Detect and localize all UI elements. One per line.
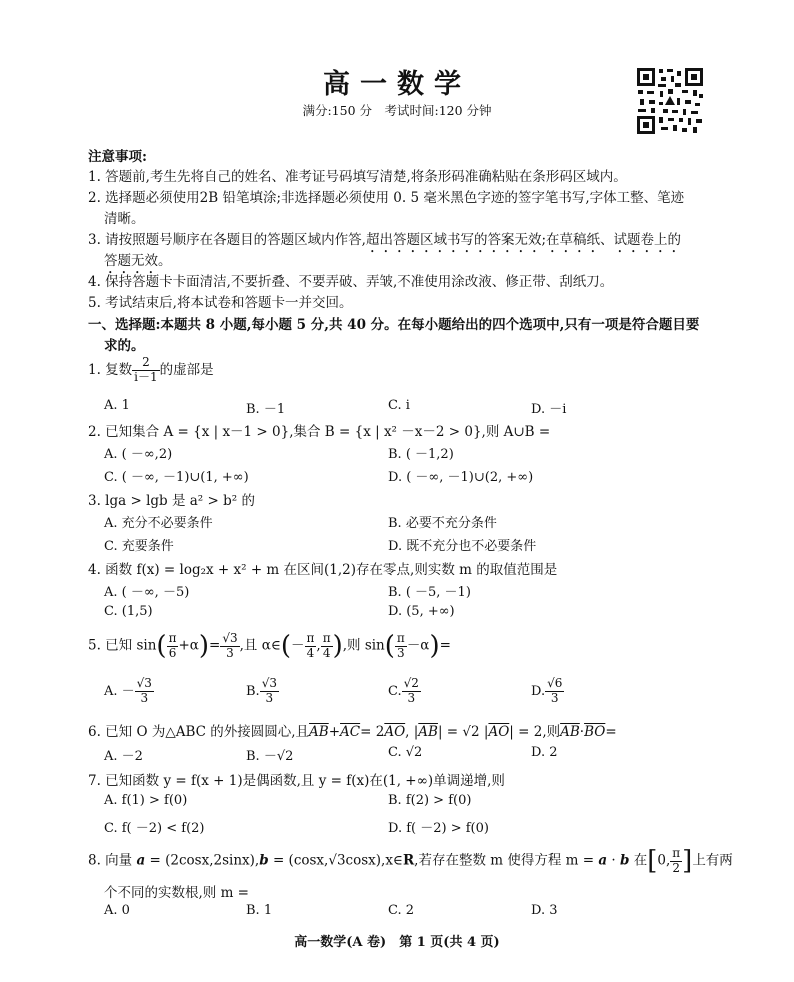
- q1-option-b[interactable]: B. －1: [246, 402, 286, 417]
- q8-option-c[interactable]: C. 2: [388, 903, 415, 918]
- q1-option-a[interactable]: A. 1: [104, 398, 130, 413]
- question-4-stem: 4. 函数 f(x) = log₂x + x² + m 在区间(1,2)存在零点,则实数 m 的取值范围是: [88, 562, 558, 578]
- page-title: 高一数学: [323, 69, 471, 100]
- q5-option-a[interactable]: A. － $\frac{√3}{3}$: [104, 676, 152, 705]
- q4-option-c[interactable]: C. (1,5): [104, 604, 153, 619]
- q2-option-c[interactable]: C. ( －∞, －1)∪(1, +∞): [104, 470, 249, 485]
- question-1-stem: 1. 复数 $\frac{2}{i-1}$ 的虚部是: [88, 355, 214, 384]
- note-5: 5. 考试结束后,将本试卷和答题卡一并交回。: [88, 295, 353, 311]
- note-2: 2. 选择题必须使用2B 铅笔填涂;非选择题必须使用 0. 5 毫米黑色字迹的签字笔书写,字体工整、笔迹: [88, 190, 685, 206]
- exam-info: 满分:150 分 考试时间:120 分钟: [302, 103, 492, 118]
- q6-option-c[interactable]: C. √2: [388, 745, 423, 760]
- note-1: 1. 答题前,考生先将自己的姓名、准考证号码填写清楚,将条形码准确粘贴在条形码区域内。: [88, 169, 627, 185]
- q8-option-d[interactable]: D. 3: [531, 903, 558, 918]
- q3-option-c[interactable]: C. 充要条件: [104, 539, 174, 554]
- section-1-heading: 一、选择题:本题共 8 小题,每小题 5 分,共 40 分。在每小题给出的四个选项中,只有一项是符合题目要: [88, 317, 700, 333]
- q7-option-b[interactable]: B. f(2) > f(0): [388, 793, 472, 808]
- q6-option-b[interactable]: B. －√2: [246, 749, 294, 764]
- note-4: 4. 保持答题卡卡面清洁,不要折叠、不要弄破、弄皱,不准使用涂改液、修正带、刮纸刀。: [88, 274, 614, 290]
- q3-option-a[interactable]: A. 充分不必要条件: [104, 516, 213, 531]
- note-2-cont: 清晰。: [104, 211, 145, 227]
- q5-option-d[interactable]: D. $\frac{√6}{3}$: [531, 676, 563, 705]
- q6-option-d[interactable]: D. 2: [531, 745, 558, 760]
- q5-option-b[interactable]: B. $\frac{√3}{3}$: [246, 676, 277, 705]
- note-3: 3. 请按照题号顺序在各题目的答题区域内作答,超出答题区域书写的答案无效;在草稿纸、试题卷上的: [88, 232, 682, 248]
- question-8-stem: 8. 向量 a = (2cosx,2sinx),b = (cosx,√3cosx),x∈R,若存在整数 m 使得方程 m = a · b 在[0, $\frac{\pi}{2}$ ]上有两: [88, 845, 733, 876]
- page-footer: 高一数学(A 卷) 第 1 页(共 4 页): [294, 935, 500, 950]
- q5-option-c[interactable]: C. $\frac{√2}{3}$: [388, 676, 419, 705]
- question-6-stem: 6. 已知 O 为△ABC 的外接圆圆心,且$\overline{AB}+\overline{AC}= 2\overline{AO}$, $|\overline{AB}| = √2$ $|\overline{AO}| = 2$,则$\overline{AB}\cdot\overline{BO}=$: [88, 724, 617, 740]
- notes-title: 注意事项:: [88, 149, 147, 165]
- note-3-emphasis: 超出答题区域书写的答案无效: [365, 232, 542, 248]
- question-7-stem: 7. 已知函数 y = f(x + 1)是偶函数,且 y = f(x)在(1, +∞)单调递增,则: [88, 773, 505, 789]
- q6-option-a[interactable]: A. －2: [104, 749, 143, 764]
- q4-option-d[interactable]: D. (5, +∞): [388, 604, 455, 619]
- q7-option-c[interactable]: C. f( －2) < f(2): [104, 821, 205, 836]
- question-3-stem: 3. lga > lgb 是 a² > b² 的: [88, 493, 255, 509]
- q3-option-d[interactable]: D. 既不充分也不必要条件: [388, 539, 537, 554]
- q7-option-a[interactable]: A. f(1) > f(0): [104, 793, 188, 808]
- question-8-stem-cont: 个不同的实数根,则 m =: [104, 885, 249, 901]
- section-1-heading-cont: 求的。: [104, 338, 145, 354]
- q7-option-d[interactable]: D. f( －2) > f(0): [388, 821, 489, 836]
- question-5-stem: 5. 已知 sin( $\frac{\pi}{6}$ +α)= $\frac{√3}{3}$ ,且 α∈(－ $\frac{\pi}{4}$ , $\frac{\pi}{4}$ ),则 sin( $\frac{\pi}{3}$ －α)=: [88, 630, 451, 661]
- q1-option-d[interactable]: D. －i: [531, 402, 567, 417]
- q8-option-a[interactable]: A. 0: [104, 903, 130, 918]
- q1-option-c[interactable]: C. i: [388, 398, 410, 413]
- q4-option-a[interactable]: A. ( －∞, －5): [104, 585, 190, 600]
- note-3-cont: 答题无效。: [104, 253, 172, 269]
- q2-option-a[interactable]: A. ( －∞,2): [104, 447, 173, 462]
- q2-option-b[interactable]: B. ( －1,2): [388, 447, 454, 462]
- question-2-stem: 2. 已知集合 A = {x | x－1 > 0},集合 B = {x | x² －x－2 > 0},则 A∪B =: [88, 424, 551, 440]
- q4-option-b[interactable]: B. ( －5, －1): [388, 585, 471, 600]
- q8-option-b[interactable]: B. 1: [246, 903, 273, 918]
- q2-option-d[interactable]: D. ( －∞, －1)∪(2, +∞): [388, 470, 534, 485]
- qr-code-icon: [635, 66, 705, 136]
- q3-option-b[interactable]: B. 必要不充分条件: [388, 516, 497, 531]
